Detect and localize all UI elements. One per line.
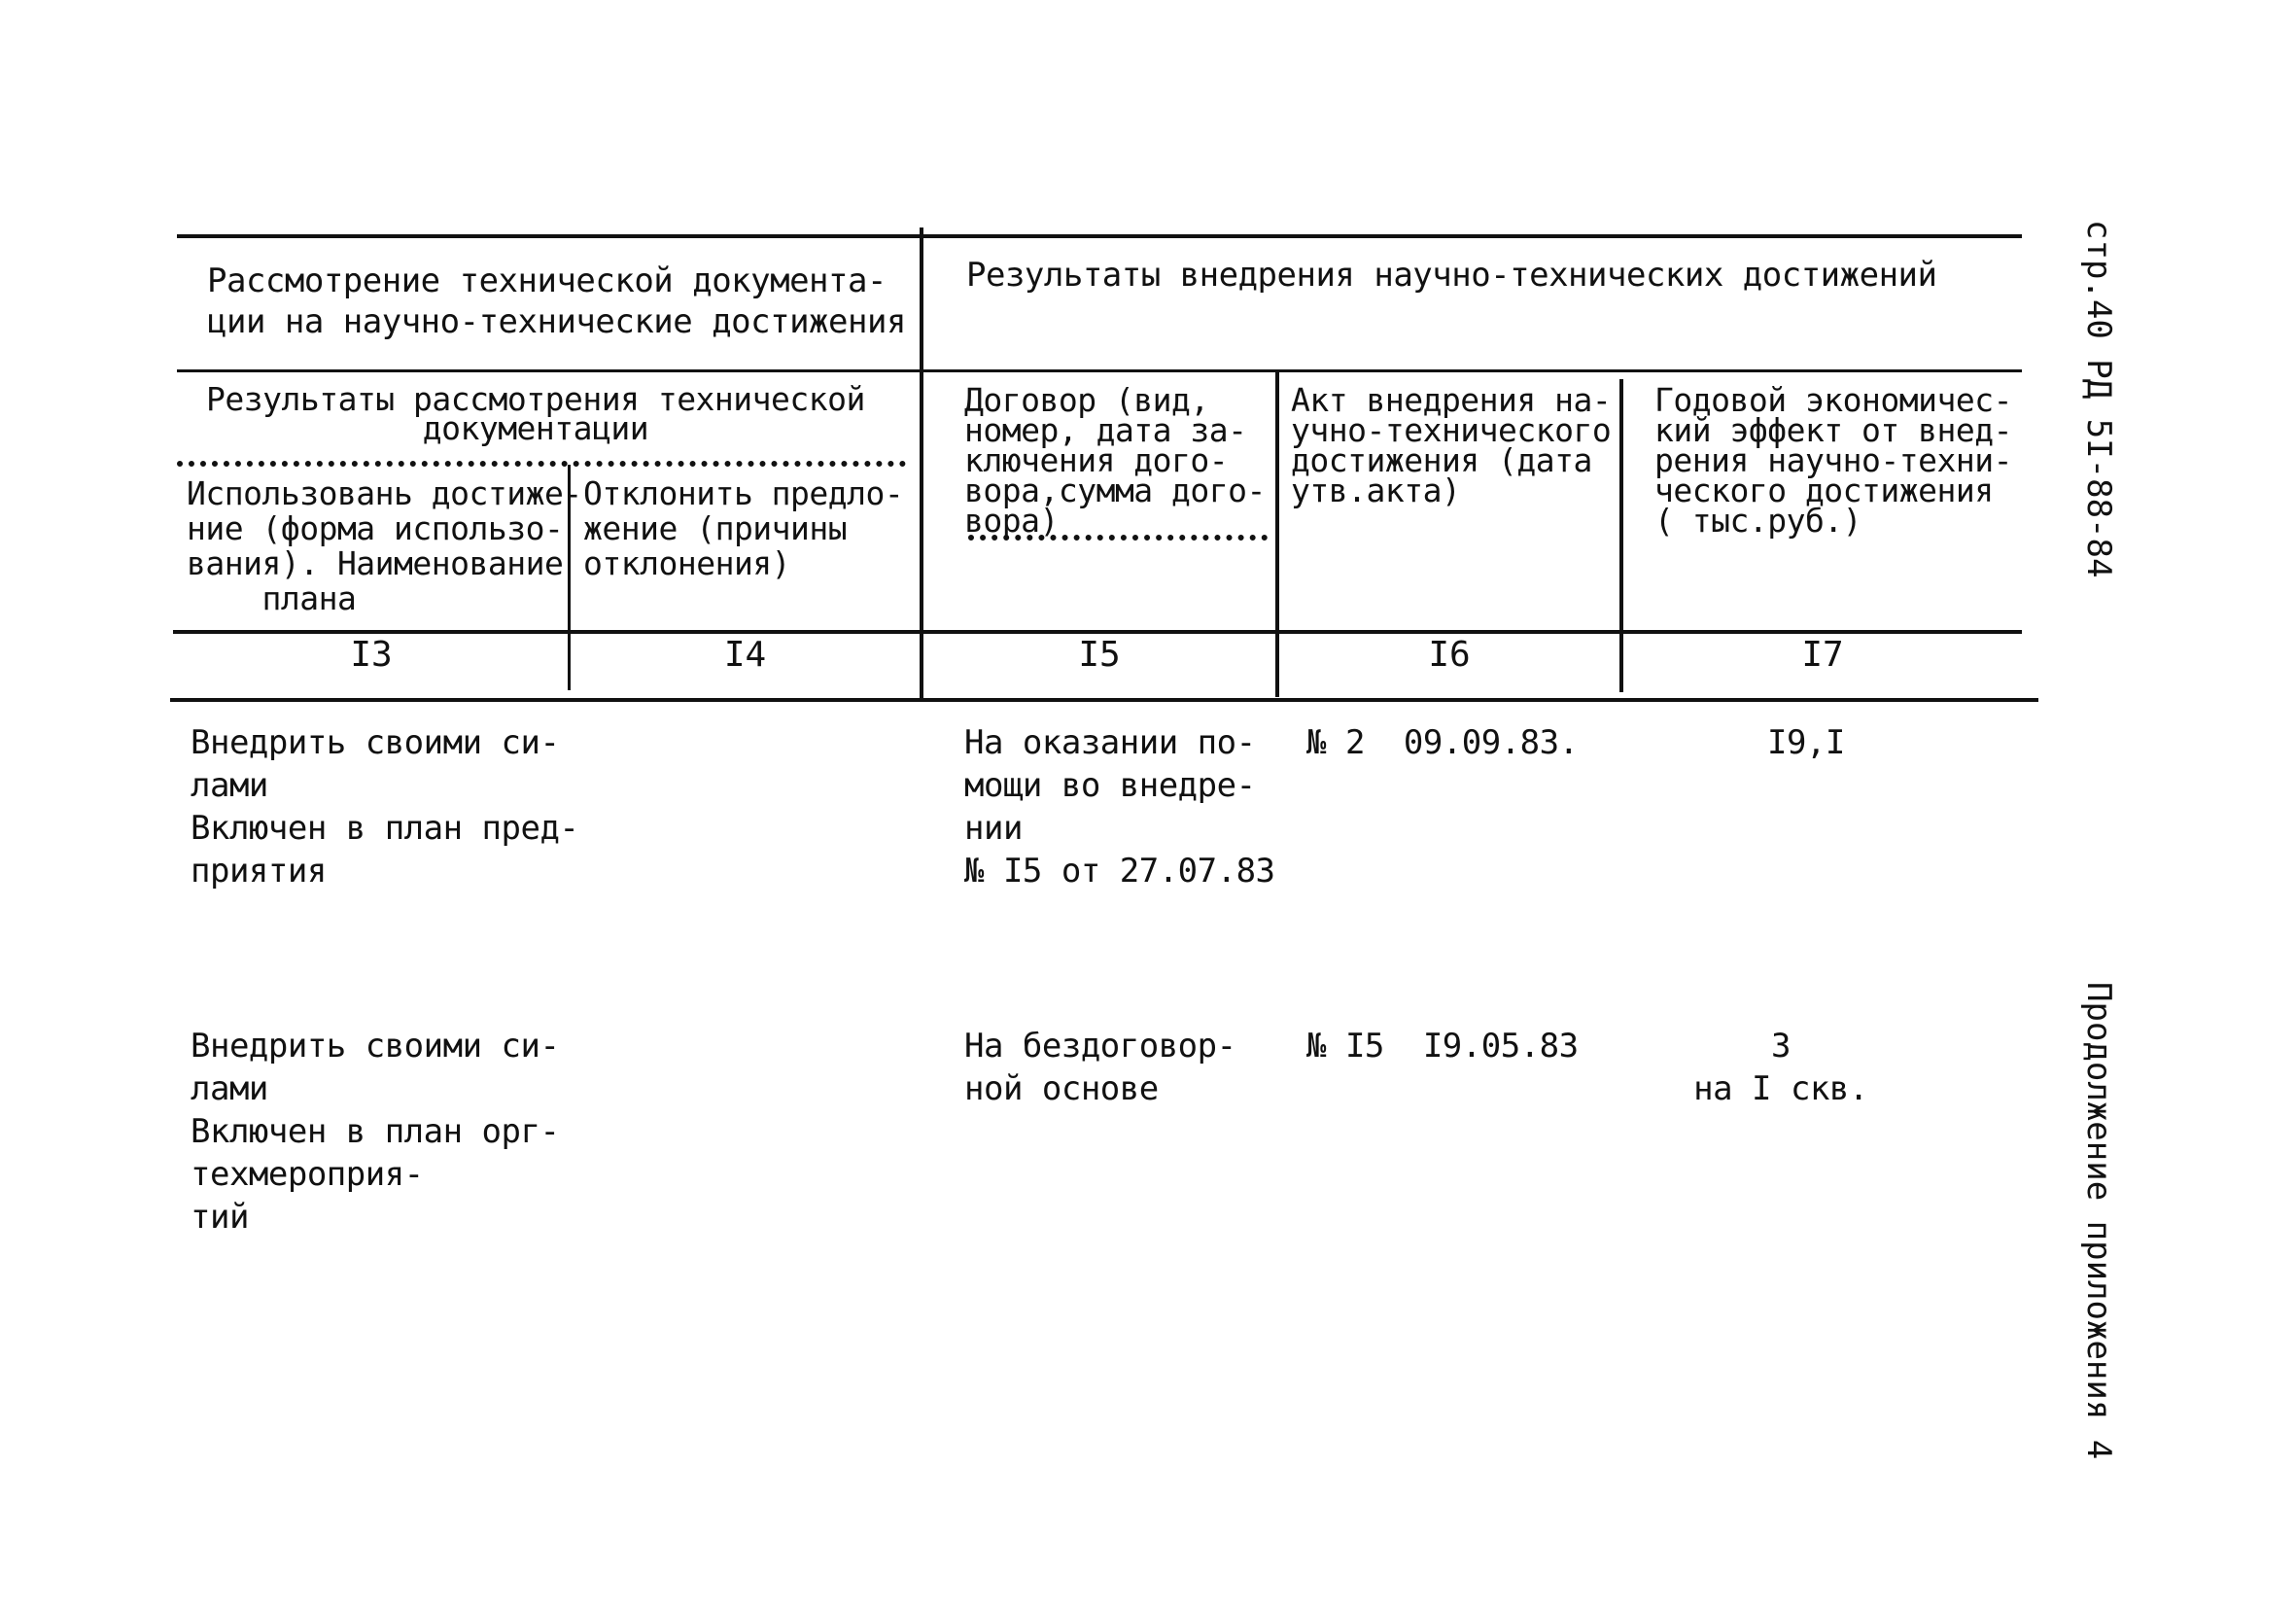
column-number-16: I6 xyxy=(1428,635,1471,675)
continuation-note: Продолжение приложения 4 xyxy=(2079,982,2118,1460)
row1-col15: На оказании по- мощи во внедре- нии № I5 от 27.07.83 xyxy=(964,723,1275,891)
header-col15: Договор (вид, номер, дата за- ключения дого- вора,сумма дого- вора) xyxy=(964,381,1266,540)
row2-col17: 3 на I скв. xyxy=(1693,1027,1868,1108)
column-number-17: I7 xyxy=(1801,635,1844,675)
review-results-dotted-rule xyxy=(177,461,906,467)
header-review-results: Результаты рассмотрения технической документации xyxy=(206,380,865,447)
table-top-rule xyxy=(177,234,2022,238)
row1-col13: Внедрить своими си- лами Включен в план пред- приятия xyxy=(191,723,579,891)
page-reference: стр.40 РД 5I-88-84 xyxy=(2079,220,2118,578)
header-left-group: Рассмотрение технической документа- ции на научно-технические достижения xyxy=(207,262,906,341)
header-col14: Отклонить предло- жение (причины отклонения) xyxy=(583,474,904,582)
row2-col15: На бездоговор- ной основе xyxy=(964,1027,1236,1108)
row2-col13: Внедрить своими си- лами Включен в план орг- техмероприя- тий xyxy=(191,1027,560,1237)
column-header-bottom-rule xyxy=(173,630,2022,634)
main-group-divider xyxy=(920,227,923,700)
row2-col16: № I5 I9.05.83 xyxy=(1306,1027,1579,1066)
header-col17: Годовой экономичес- кий эффект от внед- рения научно-техни- ческого достижения ( тыс.руб.) xyxy=(1654,381,2012,540)
header-col13: Использовань достиже- ние (форма использо- вания). Наименование плана xyxy=(187,474,582,617)
header-right-group: Результаты внедрения научно-технических достижений xyxy=(966,256,1937,295)
column-number-14: I4 xyxy=(723,635,767,675)
column-numbers-bottom-rule xyxy=(170,698,2038,702)
row1-col17: I9,I xyxy=(1767,723,1845,762)
column-number-15: I5 xyxy=(1078,635,1121,675)
column-number-13: I3 xyxy=(350,635,393,675)
header-divider-rule xyxy=(177,369,2022,372)
header-col16: Акт внедрения на- учно-технического достижения (дата утв.акта) xyxy=(1291,381,1612,509)
row1-col16: № 2 09.09.83. xyxy=(1306,723,1579,762)
